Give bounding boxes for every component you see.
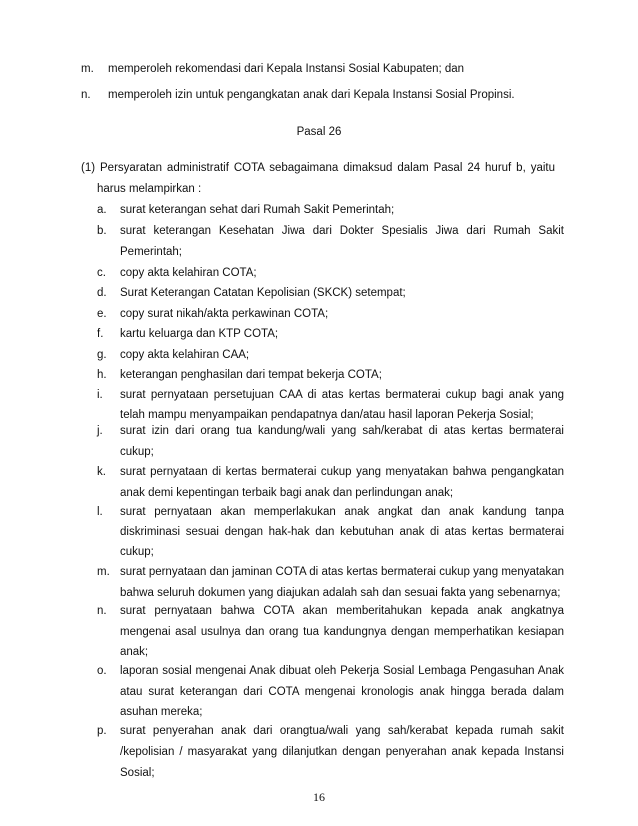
item-text: Pemerintah; — [120, 246, 183, 258]
item-text: bahwa seluruh dokumen yang diajukan adalah sah dan sesuai fakta yang sebenarnya; — [120, 587, 561, 599]
item-text: /kepolisian / masyarakat yang dilanjutkan dengan penyerahan anak kepada Instansi — [120, 746, 564, 758]
item-label: h. — [97, 369, 107, 381]
item-text: copy akta kelahiran COTA; — [120, 267, 257, 279]
item-label: j. — [97, 425, 103, 437]
item-text: memperoleh izin untuk pengangkatan anak dari Kepala Instansi Sosial Propinsi. — [108, 89, 515, 101]
item-label: a. — [97, 204, 107, 216]
paragraph-line: Persyaratan administratif COTA sebagaimana dimaksud dalam Pasal 24 huruf b, yaitu — [100, 162, 555, 174]
item-label: l. — [97, 506, 103, 518]
item-text: copy surat nikah/akta perkawinan COTA; — [120, 308, 329, 320]
item-text: diskriminasi sesuai dengan hak-hak dan kebutuhan anak di atas kertas bermaterai — [120, 526, 564, 538]
item-text: keterangan penghasilan dari tempat bekerja COTA; — [120, 369, 382, 381]
page-number: 16 — [313, 790, 325, 804]
item-text: surat pernyataan bahwa COTA akan memberitahukan kepada anak angkatnya — [120, 605, 564, 617]
item-text: surat pernyataan persetujuan CAA di atas kertas bermaterai cukup bagi anak yang — [120, 389, 564, 401]
item-text: surat penyerahan anak dari orangtua/wali yang sah/kerabat kepada rumah sakit — [120, 725, 564, 737]
item-text: Surat Keterangan Catatan Kepolisian (SKCK) setempat; — [120, 287, 406, 299]
item-label: i. — [97, 389, 103, 401]
item-text: surat pernyataan di kertas bermaterai cukup yang menyatakan bahwa pengangkatan — [120, 466, 564, 478]
item-label: n. — [97, 605, 107, 617]
item-text: surat izin dari orang tua kandung/wali yang sah/kerabat di atas kertas bermaterai — [120, 425, 564, 437]
item-text: telah mampu menyampaikan pendapatnya dan/atau hasil laporan Pekerja Sosial; — [120, 409, 534, 421]
item-text: surat pernyataan dan jaminan COTA di atas kertas bermaterai cukup yang menyatakan — [120, 566, 564, 578]
item-text: copy akta kelahiran CAA; — [120, 349, 250, 361]
item-text: surat keterangan Kesehatan Jiwa dari Dokter Spesialis Jiwa dari Rumah Sakit — [120, 225, 564, 237]
item-label: n. — [81, 89, 91, 101]
item-text: anak; — [120, 646, 149, 658]
item-text: cukup; — [120, 446, 154, 458]
item-label: o. — [97, 665, 107, 677]
item-text: anak demi kepentingan terbaik bagi anak dan perlindungan anak; — [120, 487, 454, 499]
item-text: surat pernyataan akan memperlakukan anak angkat dan anak kandung tanpa — [120, 506, 564, 518]
item-text: asuhan mereka; — [120, 706, 203, 718]
paragraph-line: harus melampirkan : — [97, 183, 202, 195]
item-text: atau surat keterangan dari COTA mengenai kronologis anak hingga berada dalam — [120, 686, 564, 698]
item-label: d. — [97, 287, 107, 299]
item-label: b. — [97, 225, 107, 237]
article-title: Pasal 26 — [296, 126, 342, 138]
item-text: mengenai asal usulnya dan orang tua kandungnya dengan memperhatikan kesiapan — [120, 626, 564, 638]
item-label: e. — [97, 308, 107, 320]
item-label: p. — [97, 725, 107, 737]
item-text: laporan sosial mengenai Anak dibuat oleh Pekerja Sosial Lembaga Pengasuhan Anak — [120, 665, 564, 677]
item-label: m. — [81, 63, 94, 75]
item-text: cukup; — [120, 546, 154, 558]
item-text: Sosial; — [120, 767, 155, 779]
item-text: memperoleh rekomendasi dari Kepala Instansi Sosial Kabupaten; dan — [108, 63, 465, 75]
item-label: g. — [97, 349, 107, 361]
item-label: f. — [97, 328, 104, 340]
item-text: surat keterangan sehat dari Rumah Sakit Pemerintah; — [120, 204, 395, 216]
item-label: m. — [97, 566, 110, 578]
paragraph-number: (1) — [81, 162, 96, 174]
item-label: k. — [97, 466, 106, 478]
item-text: kartu keluarga dan KTP COTA; — [120, 328, 279, 340]
item-label: c. — [97, 267, 106, 279]
